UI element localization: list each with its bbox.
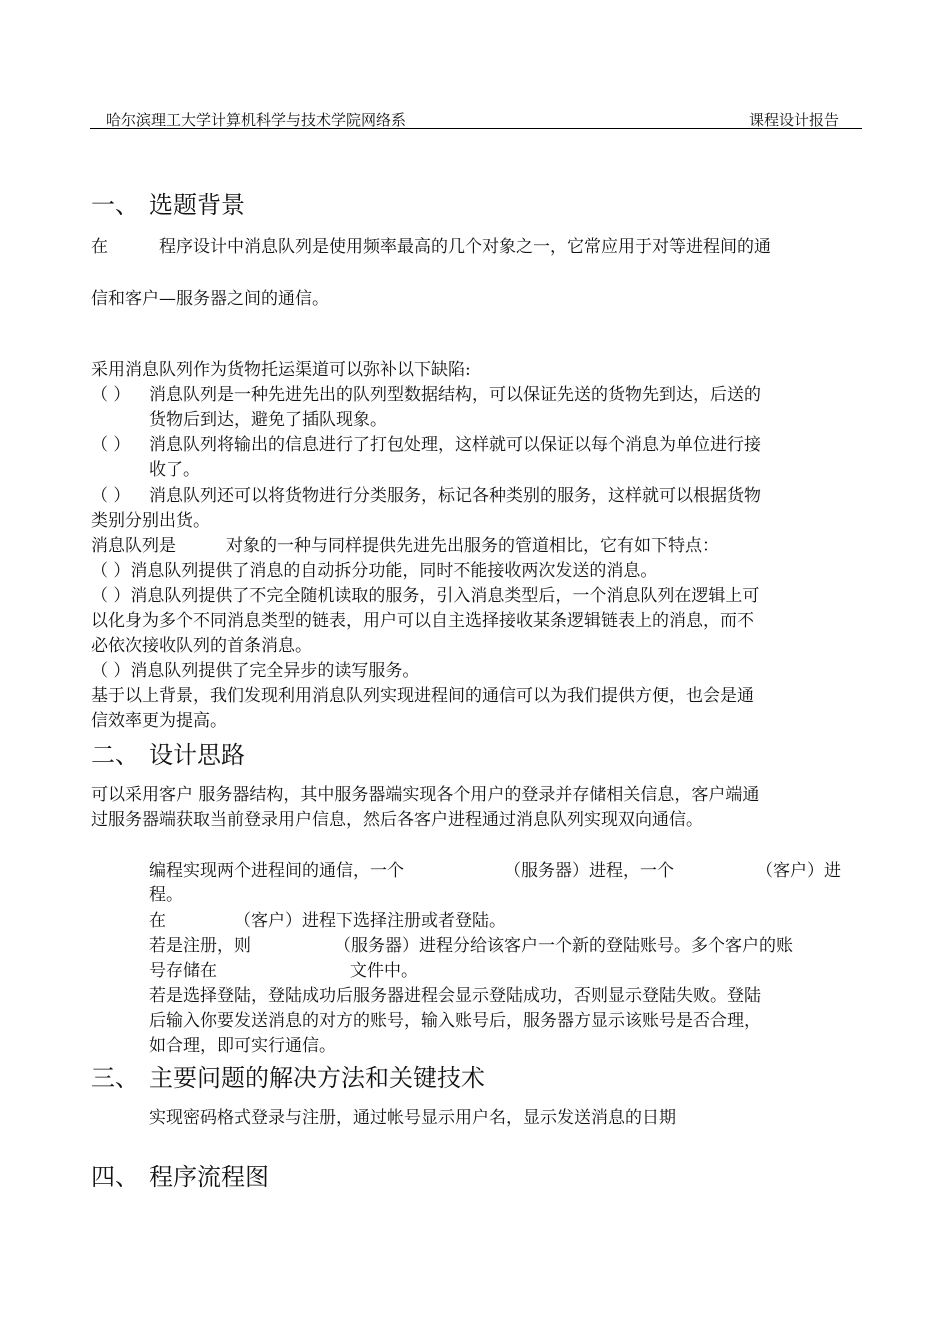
- s2-step-4-line-3: 如合理，即可实行通信。: [149, 1036, 336, 1056]
- s1-p1-rest: 程序设计中消息队列是使用频率最高的几个对象之一，它常应用于对等进程间的通: [159, 237, 771, 257]
- s2-step-1-c: （客户）进: [756, 861, 841, 881]
- s1-p1-start: 在: [91, 237, 108, 257]
- s1-feature-2-line-1: （ ）消息队列提供了不完全随机读取的服务，引入消息类型后，一个消息队列在逻辑上可: [91, 586, 760, 606]
- s2-step-2-a: 在: [149, 911, 166, 931]
- section-4-title: 程序流程图: [149, 1163, 269, 1191]
- s2-step-3-a: 若是注册，则: [149, 936, 251, 956]
- s1-item-2-mark: （ ）: [91, 435, 131, 455]
- s2-p-line-2: 过服务器端获取当前登录用户信息，然后各客户进程通过消息队列实现双向通信。: [91, 810, 703, 830]
- s2-p-line-1: 可以采用客户 服务器结构，其中服务器端实现各个用户的登录并存储相关信息，客户端通: [91, 785, 760, 805]
- s2-step-3-c: 号存储在: [149, 961, 217, 981]
- s1-feature-3: （ ）消息队列提供了完全异步的读写服务。: [91, 661, 420, 681]
- section-1-number: 一、: [91, 191, 139, 219]
- s1-features-rest: 对象的一种与同样提供先进先出服务的管道相比，它有如下特点：: [226, 536, 719, 556]
- s1-item-1-line-2: 货物后到达，避免了插队现象。: [149, 410, 387, 430]
- header-rule: [90, 128, 862, 129]
- s1-item-1-mark: （ ）: [91, 385, 131, 405]
- s1-features-start: 消息队列是: [91, 536, 176, 556]
- header-left: 哈尔滨理工大学计算机科学与技术学院网络系: [106, 111, 407, 129]
- s1-feature-1: （ ）消息队列提供了消息的自动拆分功能，同时不能接收两次发送的消息。: [91, 561, 658, 581]
- s1-item-2-line-1: 消息队列将输出的信息进行了打包处理，这样就可以保证以每个消息为单位进行接: [149, 435, 761, 455]
- s1-intro: 采用消息队列作为货物托运渠道可以弥补以下缺陷:: [91, 360, 471, 380]
- section-1-title: 选题背景: [149, 191, 245, 219]
- s1-item-3-line-2: 类别分别出货。: [91, 511, 210, 531]
- s1-feature-2-line-2: 以化身为多个不同消息类型的链表，用户可以自主选择接收某条逻辑链表上的消息，而不: [91, 611, 754, 631]
- section-2-number: 二、: [91, 741, 139, 769]
- s1-item-3-line-1: 消息队列还可以将货物进行分类服务，标记各种类别的服务，这样就可以根据货物: [149, 486, 761, 506]
- s1-conclusion-line-2: 信效率更为提高。: [91, 711, 227, 731]
- s2-step-1-b: （服务器）进程，一个: [504, 861, 674, 881]
- s1-feature-2-line-3: 必依次接收队列的首条消息。: [91, 636, 312, 656]
- s2-step-3-b: （服务器）进程分给该客户一个新的登陆账号。多个客户的账: [334, 936, 793, 956]
- s2-step-4-line-2: 后输入你要发送消息的对方的账号，输入账号后，服务器方显示该账号是否合理，: [149, 1011, 761, 1031]
- s2-step-3-d: 文件中。: [350, 961, 418, 981]
- s1-item-1-line-1: 消息队列是一种先进先出的队列型数据结构，可以保证先送的货物先到达，后送的: [149, 385, 761, 405]
- s3-paragraph: 实现密码格式登录与注册，通过帐号显示用户名，显示发送消息的日期: [149, 1108, 676, 1128]
- section-4-number: 四、: [91, 1163, 139, 1191]
- header-right: 课程设计报告: [749, 111, 840, 129]
- s2-step-4-line-1: 若是选择登陆，登陆成功后服务器进程会显示登陆成功，否则显示登陆失败。登陆: [149, 986, 761, 1006]
- s2-step-1-d: 程。: [149, 885, 183, 905]
- section-3-number: 三、: [91, 1064, 139, 1092]
- s1-conclusion-line-1: 基于以上背景，我们发现利用消息队列实现进程间的通信可以为我们提供方便，也会是通: [91, 686, 754, 706]
- section-3-title: 主要问题的解决方法和关键技术: [149, 1064, 485, 1092]
- s1-p1-end: 信和客户—服务器之间的通信。: [91, 289, 329, 309]
- s2-step-2-b: （客户）进程下选择注册或者登陆。: [234, 911, 506, 931]
- s1-item-3-mark: （ ）: [91, 486, 131, 506]
- s2-step-1-a: 编程实现两个进程间的通信，一个: [149, 861, 404, 881]
- section-2-title: 设计思路: [149, 741, 245, 769]
- s1-item-2-line-2: 收了。: [149, 460, 200, 480]
